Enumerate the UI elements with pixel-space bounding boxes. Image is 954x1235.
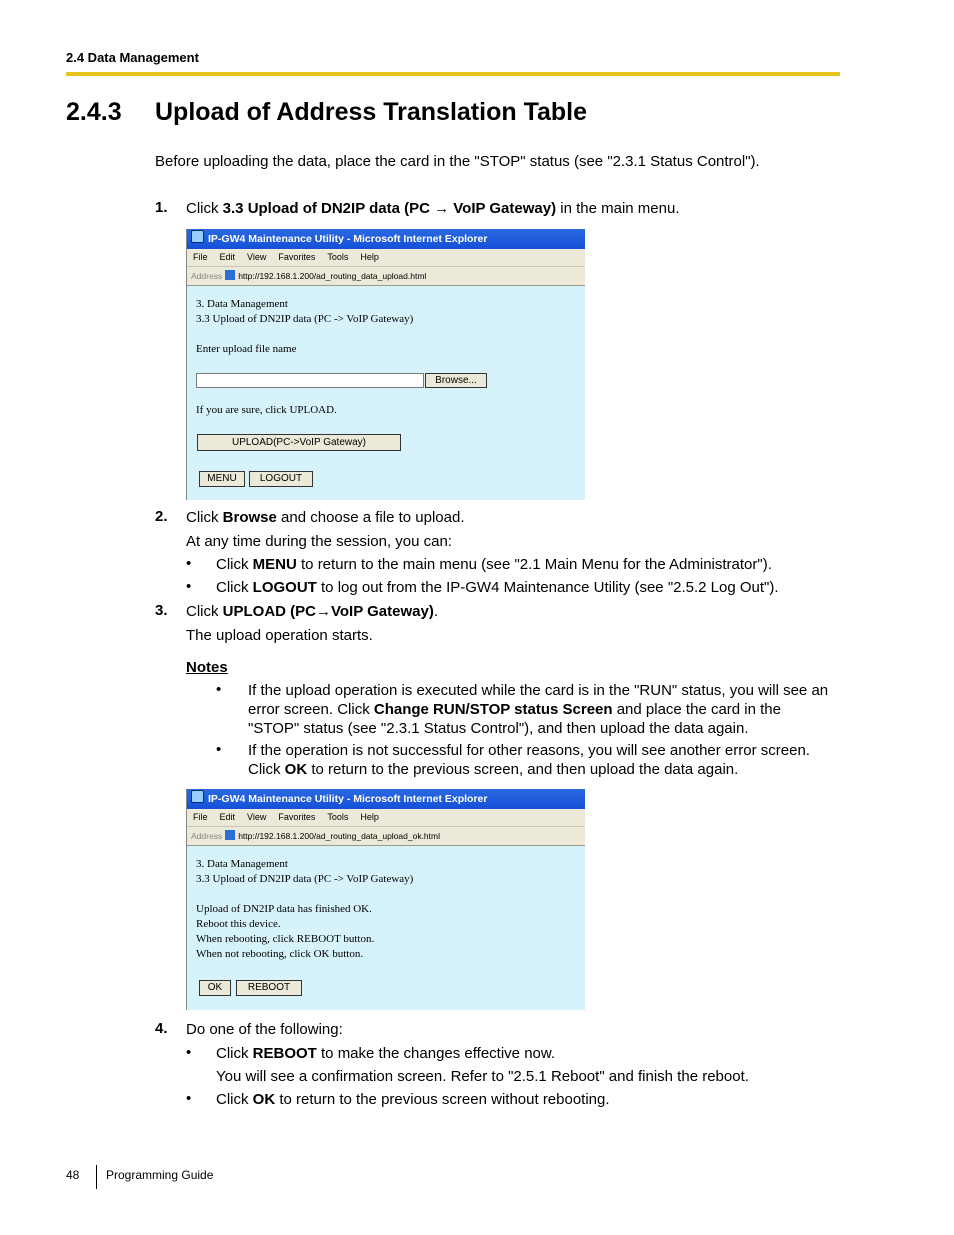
result-text: Upload of DN2IP data has finished OK. [196,903,372,915]
page-content [187,286,585,500]
intro-text: Before uploading the data, place the card in the "STOP" status (see "2.3.1 Status Control"). [155,153,760,170]
menu-file[interactable]: File [193,252,208,262]
bullet: • [186,555,192,572]
logout-button[interactable]: LOGOUT [249,471,313,487]
ok-instruction: When not rebooting, click OK button. [196,948,364,960]
bullet-logout-text: Click LOGOUT to log out from the IP-GW4 Maintenance Utility (see "2.5.2 Log Out"). [216,579,779,596]
reboot-instruction: When rebooting, click REBOOT button. [196,933,375,945]
address-label: Address [191,271,223,281]
bullet-reboot-text: Click REBOOT to make the changes effective now. [216,1045,556,1062]
menu-help[interactable]: Help [360,812,379,822]
page-number: 48 [66,1168,80,1182]
bullet-ok-text: Click OK to return to the previous screen without rebooting. [216,1091,610,1108]
window-titlebar: IP-GW4 Maintenance Utility - Microsoft Internet Explorer [187,789,585,809]
bullet: • [186,578,192,595]
notes-heading: Notes [186,659,228,676]
step-3-text: Click UPLOAD (PC→VoIP Gateway). [186,603,438,620]
step-number: 3. [155,602,168,619]
footer-doc-title: Programming Guide [106,1168,214,1182]
header-rule [66,72,840,76]
ie-icon [191,790,204,803]
file-name-input[interactable] [196,373,424,388]
menu-tools[interactable]: Tools [327,812,349,822]
step-4-text: Do one of the following: [186,1021,343,1038]
reboot-confirmation-text: You will see a confirmation screen. Refer to "2.5.1 Reboot" and finish the reboot. [216,1068,749,1085]
content-subheading: 3.3 Upload of DN2IP data (PC -> VoIP Gateway) [196,873,414,885]
menu-favorites[interactable]: Favorites [278,812,316,822]
content-heading: 3. Data Management [196,858,288,870]
menu-button[interactable]: MENU [199,471,245,487]
menu-bar [187,809,585,827]
section-label: 2.4 Data Management [66,50,199,65]
address-bar [187,267,585,286]
page-content [187,846,585,1010]
menu-edit[interactable]: Edit [219,812,236,822]
ie-icon [191,230,204,243]
session-text: At any time during the session, you can: [186,533,452,550]
upload-starts-text: The upload operation starts. [186,627,373,644]
menu-file[interactable]: File [193,812,208,822]
address-label: Address [191,831,223,841]
browser-screenshot-upload-ok [186,789,585,1010]
heading-number: 2.4.3 [66,98,122,126]
note-1: If the upload operation is executed while the card is in the "RUN" status, you will see an error screen. Click Change RUN/STOP status Screen and place the card in the "STOP" status (see "2.3.1 Status Control"), and then upload the data again. [248,682,829,737]
step-number: 4. [155,1020,168,1037]
url-field[interactable]: http://192.168.1.200/ad_routing_data_upload_ok.html [238,831,440,841]
content-subheading: 3.3 Upload of DN2IP data (PC -> VoIP Gateway) [196,313,414,325]
step-2-text: Click Browse and choose a file to upload. [186,509,465,526]
page-title: Upload of Address Translation Table [155,98,588,126]
note-2: If the operation is not successful for other reasons, you will see another error screen. Click OK to return to the previous screen, and then upload the data again. [248,742,810,778]
menu-bar [187,249,585,267]
window-titlebar: IP-GW4 Maintenance Utility - Microsoft Internet Explorer [187,229,585,249]
step-number: 2. [155,508,168,525]
menu-view[interactable]: View [247,252,267,262]
content-heading: 3. Data Management [196,298,288,310]
browser-screenshot-upload [186,229,585,500]
menu-view[interactable]: View [247,812,267,822]
menu-tools[interactable]: Tools [327,252,349,262]
reboot-button[interactable]: REBOOT [236,980,302,996]
bullet: • [216,681,222,698]
bullet: • [216,741,222,758]
reboot-prompt: Reboot this device. [196,918,281,930]
content-confirm-text: If you are sure, click UPLOAD. [196,404,337,416]
bullet: • [186,1090,192,1107]
menu-help[interactable]: Help [360,252,379,262]
footer-divider [96,1165,97,1189]
menu-edit[interactable]: Edit [219,252,236,262]
ok-button[interactable]: OK [199,980,231,996]
browse-button[interactable]: Browse... [425,373,487,388]
page-icon [225,270,235,280]
bullet: • [186,1044,192,1061]
menu-favorites[interactable]: Favorites [278,252,316,262]
upload-button[interactable]: UPLOAD(PC->VoIP Gateway) [197,434,401,451]
step-1-text: Click 3.3 Upload of DN2IP data (PC → VoIP Gateway) in the main menu. [186,200,680,217]
page-icon [225,830,235,840]
url-field[interactable]: http://192.168.1.200/ad_routing_data_upload.html [238,271,427,281]
content-prompt: Enter upload file name [196,343,297,355]
address-bar [187,827,585,846]
step-number: 1. [155,199,168,216]
bullet-menu-text: Click MENU to return to the main menu (see "2.1 Main Menu for the Administrator"). [216,556,772,573]
